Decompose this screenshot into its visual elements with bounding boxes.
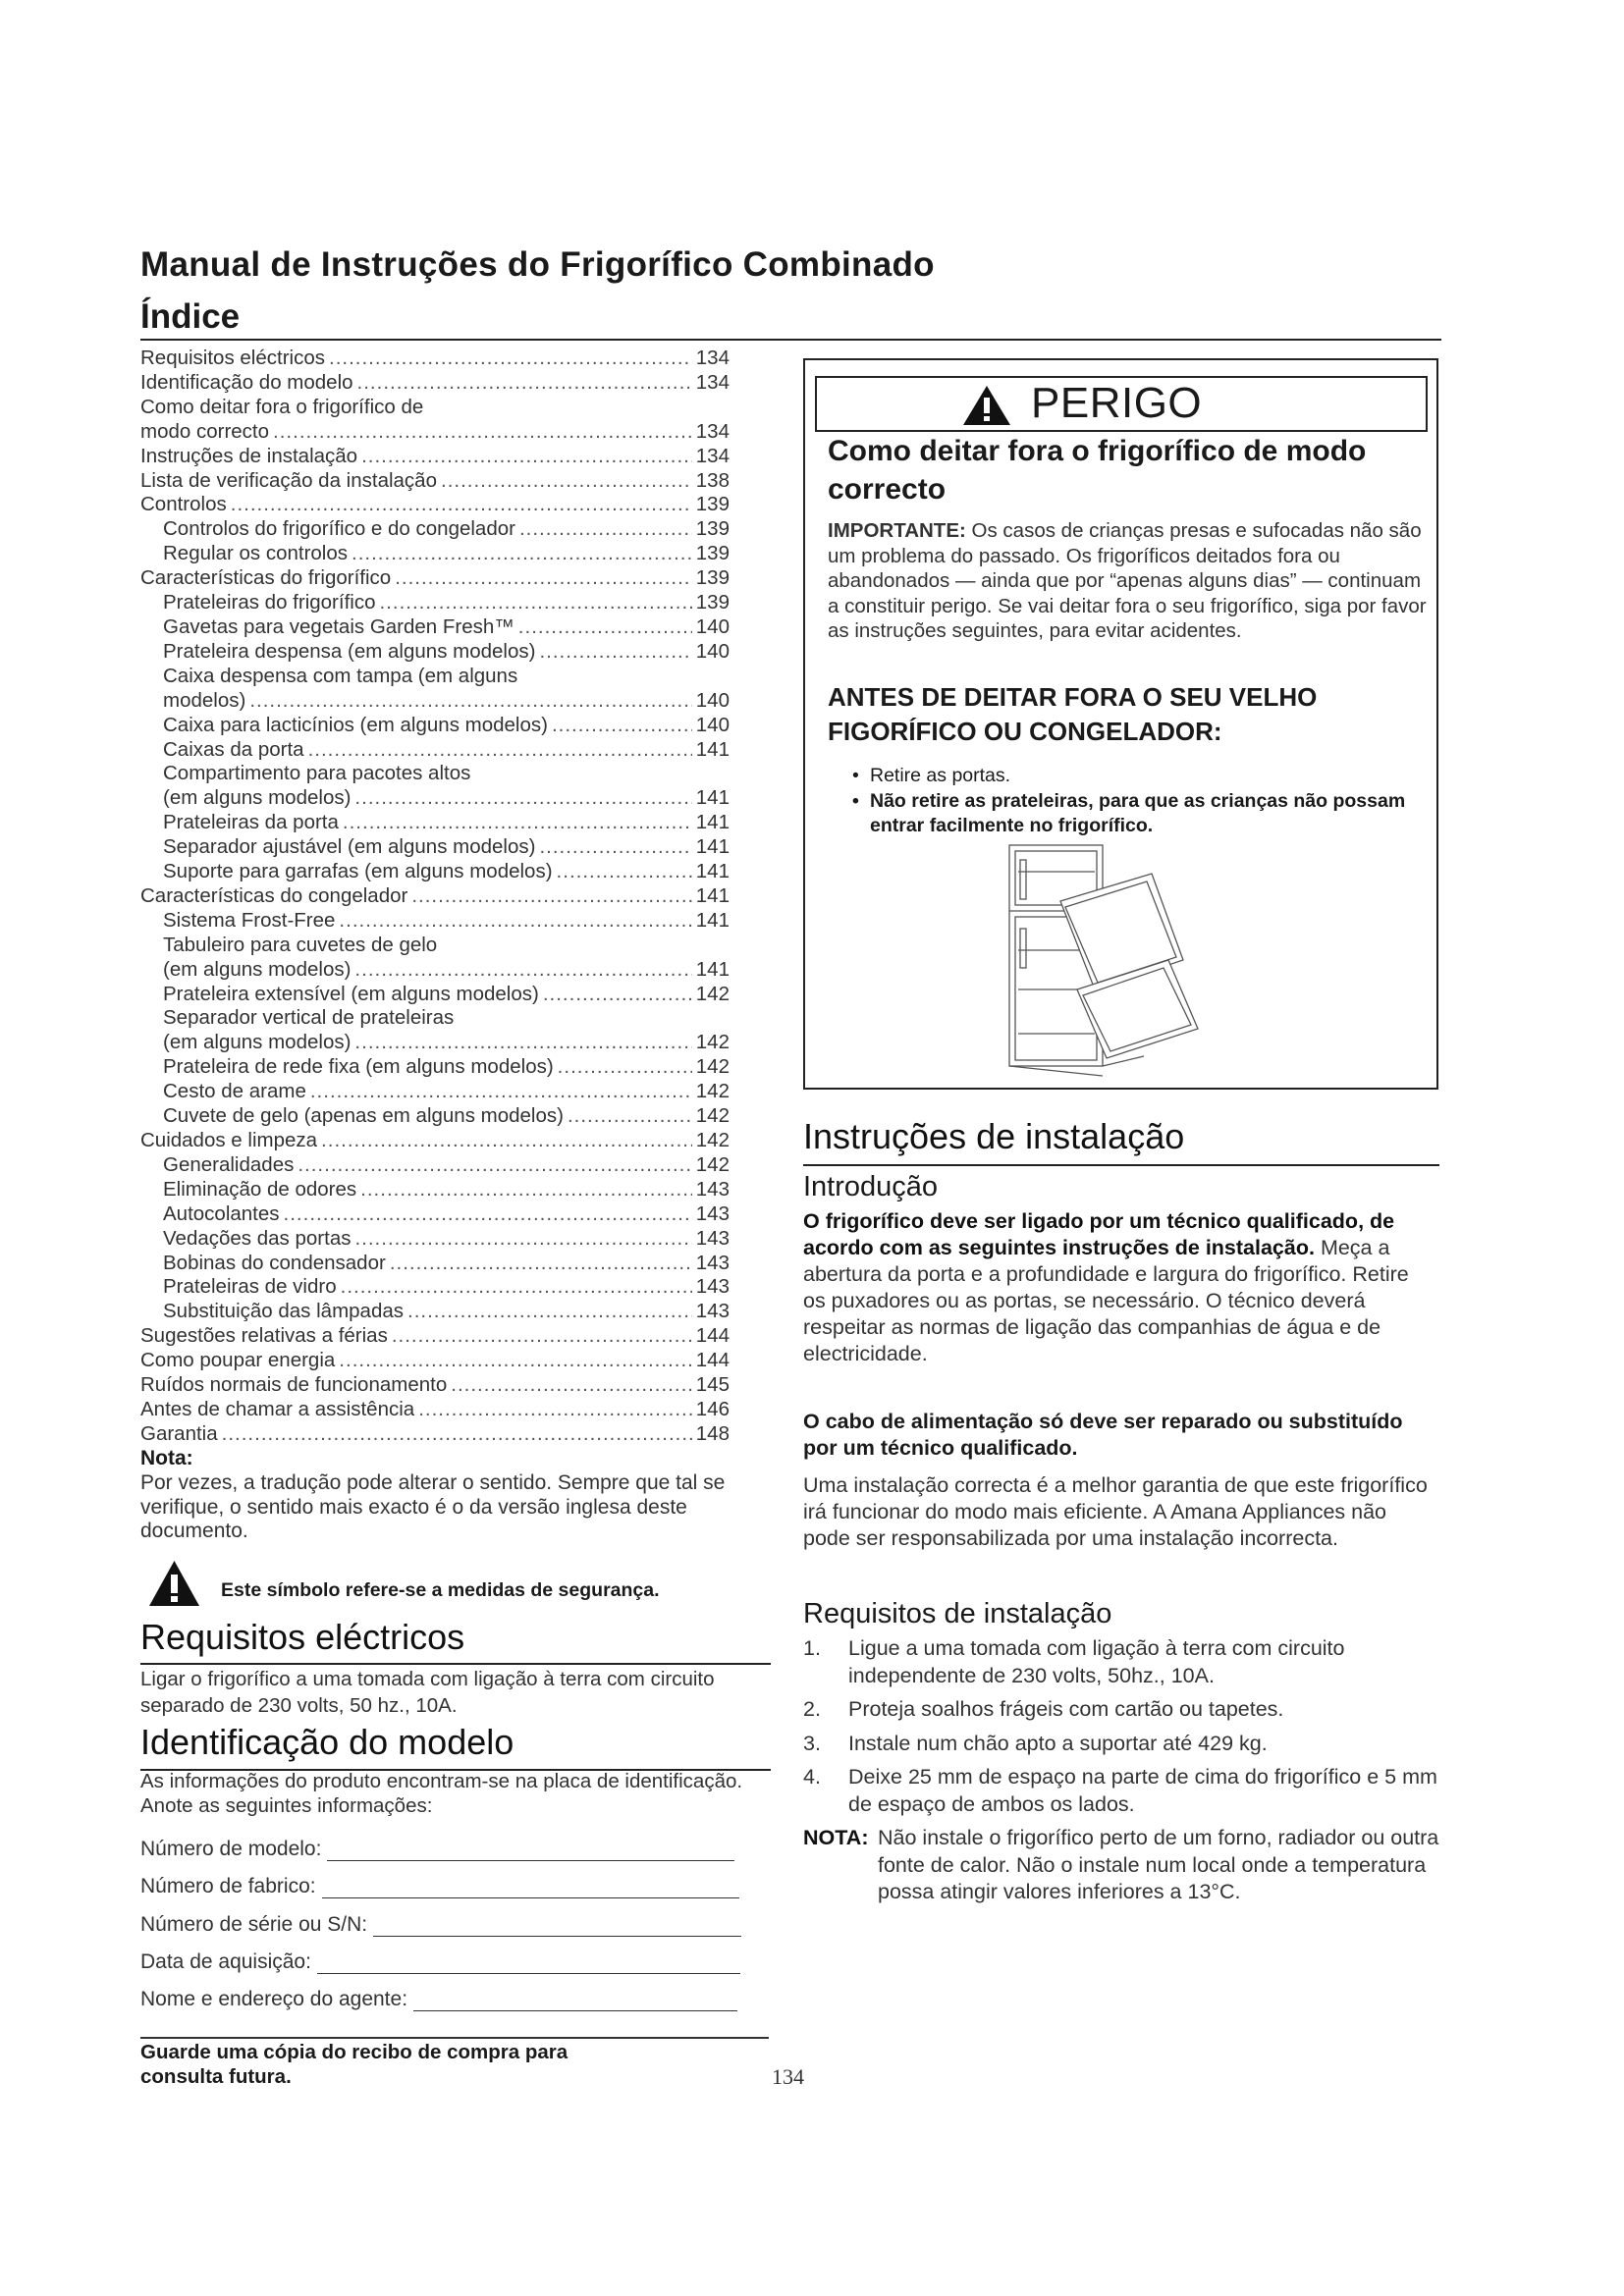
toc-entry-page: 134 — [695, 370, 730, 394]
before-disposal-heading: ANTES DE DEITAR FORA O SEU VELHO FIGORÍFICO OU CONGELADOR: — [828, 682, 1318, 746]
toc-entry-title: Cuvete de gelo (apenas em alguns modelos) — [163, 1104, 564, 1128]
toc-entry-page: 141 — [695, 811, 730, 834]
toc-entry-page: 142 — [695, 1104, 730, 1128]
toc-leader-dots — [407, 1300, 692, 1324]
toc-entry-title: Cuidados e limpeza — [140, 1129, 318, 1151]
toc-entry-title: Controlos do frigorífico e do congelador — [163, 517, 515, 541]
toc-entry-page: 146 — [695, 1397, 730, 1420]
model-number-field[interactable] — [140, 1838, 734, 1861]
toc-entry — [140, 860, 730, 884]
toc-entry-title: Requisitos eléctricos — [140, 347, 325, 369]
toc-leader-dots — [552, 714, 692, 738]
electrical-requirements-title: Requisitos eléctricos — [140, 1617, 465, 1657]
toc-entry-page: 134 — [695, 419, 730, 443]
note-label: Nota: — [140, 1447, 193, 1469]
toc-entry-page: 144 — [695, 1349, 730, 1372]
toc-leader-dots — [568, 1104, 692, 1129]
toc-leader-dots — [339, 1349, 691, 1373]
toc-entry-title: Generalidades — [163, 1152, 295, 1176]
toc-entry-page: 140 — [695, 614, 730, 638]
toc-leader-dots — [354, 1227, 691, 1252]
toc-leader-dots — [395, 566, 692, 591]
note-label: NOTA: — [803, 1826, 869, 1849]
toc-entry-page: 140 — [695, 639, 730, 663]
toc-entry — [140, 591, 730, 615]
toc-entry-page: 139 — [695, 566, 730, 590]
toc-leader-dots — [392, 1324, 692, 1349]
toc-leader-dots — [298, 1153, 691, 1178]
toc-entry — [140, 1080, 730, 1104]
toc-entry-page: 139 — [695, 591, 730, 614]
item-text: Deixe 25 mm de espaço na parte de cima do frigorífico e 5 mm de espaço de ambos os lados. — [848, 1765, 1437, 1816]
toc-leader-dots — [329, 347, 692, 371]
introduction-body: Meça a abertura da porta e a profundidade e largura do frigorífico. Retire os puxadores ou as portas, se necessário. O técnico deverá respeitar as normas de ligação das companhias de água e de electricidade. — [803, 1236, 1409, 1365]
toc-leader-dots — [441, 469, 692, 494]
toc-entry-page: 143 — [695, 1201, 730, 1225]
disposal-bullets — [852, 764, 1432, 839]
toc-entry — [140, 958, 730, 983]
toc-entry-title: Prateleiras da porta — [163, 811, 339, 834]
warning-triangle-icon — [962, 385, 1011, 426]
field-blank-line[interactable] — [317, 1951, 740, 1974]
list-item: • Retire as portas. — [852, 764, 1432, 789]
toc-entry-page: 141 — [695, 835, 730, 859]
toc-entry-title: (em alguns modelos) — [163, 786, 352, 810]
toc-entry-page: 140 — [695, 688, 730, 712]
important-label: IMPORTANTE: — [828, 519, 966, 542]
toc-entry-page: 145 — [695, 1373, 730, 1397]
toc-entry — [140, 1129, 730, 1153]
toc-entry-page: 142 — [695, 982, 730, 1005]
toc-leader-dots — [451, 1373, 692, 1398]
toc-entry-page: 141 — [695, 786, 730, 810]
toc-entry-title: Lista de verificação da instalação — [140, 468, 437, 492]
field-blank-line[interactable] — [322, 1876, 739, 1898]
toc-leader-dots — [390, 1252, 692, 1276]
list-item — [803, 1635, 1439, 1689]
toc-entry-page: 148 — [695, 1421, 730, 1445]
safety-symbol-note: Este símbolo refere-se a medidas de segurança. — [221, 1579, 660, 1601]
toc-entry — [140, 566, 730, 591]
toc-entry — [140, 665, 730, 689]
electrical-requirements-text: Ligar o frigorífico a uma tomada com ligação à terra com circuito separado de 230 volts, 50 hz., 10A. — [140, 1668, 715, 1717]
power-cable-warning: O cabo de alimentação só deve ser reparado ou substituído por um técnico qualificado. — [803, 1410, 1403, 1460]
toc-entry-page: 143 — [695, 1275, 730, 1299]
toc-entry-title: Separador vertical de prateleiras — [163, 1006, 455, 1030]
toc-entry — [140, 689, 730, 714]
toc-entry-title: Gavetas para vegetais Garden Fresh™ — [163, 614, 514, 638]
toc-entry — [140, 1055, 730, 1080]
toc-entry-page: 140 — [695, 713, 730, 736]
toc-entry-page: 139 — [695, 542, 730, 565]
toc-entry-title: Como deitar fora o frigorífico de — [140, 395, 424, 418]
toc-entry — [140, 738, 730, 763]
toc-leader-dots — [357, 371, 692, 396]
toc-entry-title: Regular os controlos — [163, 542, 349, 565]
toc-entry — [140, 517, 730, 542]
toc-entry-title: modelos) — [163, 688, 246, 712]
toc-entry — [140, 1422, 730, 1447]
installation-note — [803, 1825, 1439, 1906]
list-item: • Não retire as prateleiras, para que as crianças não possam entrar facilmente no frigorífico. — [852, 789, 1432, 839]
toc-entry-title: Prateleiras do frigorífico — [163, 591, 376, 614]
toc-entry-page: 134 — [695, 347, 730, 369]
toc-entry-title: Características do frigorífico — [140, 566, 392, 590]
serial-number-field[interactable] — [140, 1913, 741, 1937]
toc-leader-dots — [339, 909, 691, 934]
toc-entry — [140, 1300, 730, 1324]
dealer-field[interactable] — [140, 1988, 737, 2011]
fridge-doors-removed-illustration — [1006, 842, 1222, 1078]
toc-entry-page: 143 — [695, 1226, 730, 1250]
toc-leader-dots — [222, 1422, 692, 1447]
field-label: Número de modelo: — [140, 1838, 322, 1860]
toc-leader-dots — [321, 1129, 692, 1153]
toc-leader-dots — [343, 811, 692, 835]
toc-leader-dots — [418, 1398, 692, 1422]
toc-entry-title: Autocolantes — [163, 1201, 280, 1225]
toc-entry — [140, 640, 730, 665]
toc-entry-page: 134 — [695, 444, 730, 467]
toc-leader-dots — [539, 640, 691, 665]
toc-entry-page: 143 — [695, 1251, 730, 1274]
list-item — [803, 1696, 1439, 1724]
index-rule — [140, 339, 1441, 341]
toc-entry — [140, 835, 730, 860]
toc-entry — [140, 934, 730, 958]
toc-leader-dots — [539, 835, 691, 860]
note-text: Não instale o frigorífico perto de um forno, radiador ou outra fonte de calor. Não o instale num local onde a temperatura possa atingir valores inferiores a 13°C. — [878, 1826, 1439, 1903]
toc-leader-dots — [308, 738, 692, 763]
toc-entry-title: Eliminação de odores — [163, 1177, 357, 1201]
blank-line — [140, 2037, 769, 2039]
toc-entry-title: Instruções de instalação — [140, 444, 358, 467]
purchase-date-field[interactable] — [140, 1950, 740, 1974]
toc-entry — [140, 1349, 730, 1373]
toc-entry-title: modo correcto — [140, 419, 270, 443]
field-label: Nome e endereço do agente: — [140, 1988, 408, 2010]
toc-entry — [140, 1031, 730, 1055]
item-number: 3. — [803, 1731, 821, 1755]
toc-entry — [140, 811, 730, 835]
toc-entry-title: Substituição das lâmpadas — [163, 1300, 405, 1323]
toc-entry — [140, 445, 730, 469]
toc-leader-dots — [361, 445, 692, 469]
toc-entry — [140, 983, 730, 1007]
toc-leader-dots — [543, 983, 692, 1007]
toc-leader-dots — [354, 958, 691, 983]
item-text: Proteja soalhos frágeis com cartão ou tapetes. — [848, 1697, 1284, 1721]
toc-entry-title: Prateleira de rede fixa (em alguns modelos) — [163, 1055, 554, 1079]
toc-entry-page: 139 — [695, 517, 730, 541]
manufacture-number-field[interactable] — [140, 1875, 739, 1898]
toc-entry — [140, 1275, 730, 1300]
toc-entry-title: Prateleiras de vidro — [163, 1275, 337, 1299]
toc-leader-dots — [379, 591, 691, 615]
toc-leader-dots — [557, 860, 692, 884]
danger-heading: Como deitar fora o frigorífico de modo correcto — [828, 435, 1367, 506]
toc-entry-title: Sugestões relativas a férias — [140, 1324, 388, 1348]
toc-leader-dots — [352, 542, 692, 566]
toc-entry-page: 138 — [695, 468, 730, 492]
toc-entry-page: 143 — [695, 1300, 730, 1323]
item-text: Ligue a uma tomada com ligação à terra com circuito independente de 230 volts, 50hz., 10A. — [848, 1636, 1345, 1687]
item-text: Instale num chão apto a suportar até 429 kg. — [848, 1731, 1268, 1755]
toc-entry — [140, 396, 730, 420]
toc-entry — [140, 1252, 730, 1276]
toc-entry-title: (em alguns modelos) — [163, 957, 352, 981]
toc-entry — [140, 909, 730, 934]
toc-entry-title: Suporte para garrafas (em alguns modelos) — [163, 860, 553, 883]
toc-leader-dots — [231, 493, 692, 517]
toc-entry-title: Como poupar energia — [140, 1349, 336, 1372]
installation-title: Instruções de instalação — [803, 1116, 1185, 1156]
toc-entry — [140, 884, 730, 909]
toc-entry-title: Antes de chamar a assistência — [140, 1397, 415, 1420]
toc-entry — [140, 1398, 730, 1422]
toc-leader-dots — [519, 517, 692, 542]
toc-entry — [140, 542, 730, 566]
toc-entry-title: Características do congelador — [140, 883, 408, 907]
section-rule — [803, 1164, 1439, 1166]
installation-requirements-title: Requisitos de instalação — [803, 1598, 1112, 1629]
toc-entry — [140, 493, 730, 517]
introduction-title: Introdução — [803, 1171, 939, 1202]
toc-entry — [140, 786, 730, 811]
toc-entry-page: 142 — [695, 1055, 730, 1079]
toc-entry-title: Sistema Frost-Free — [163, 908, 336, 932]
toc-entry — [140, 1006, 730, 1031]
toc-leader-dots — [558, 1055, 692, 1080]
toc-entry — [140, 469, 730, 494]
list-item — [803, 1764, 1439, 1818]
toc-leader-dots — [273, 420, 692, 445]
toc-entry-title: Identificação do modelo — [140, 370, 353, 394]
index-title: Índice — [140, 297, 241, 336]
table-of-contents — [140, 347, 730, 1447]
introduction-bold: O frigorífico deve ser ligado por um técnico qualificado, de acordo com as seguintes instruções de instalação. — [803, 1209, 1395, 1259]
keep-receipt-note: Guarde uma cópia do recibo de compra para consulta futura. — [140, 2041, 568, 2088]
toc-entry-title: Caixas da porta — [163, 737, 304, 761]
toc-entry-title: Separador ajustável (em alguns modelos) — [163, 835, 536, 859]
note-text: Por vezes, a tradução pode alterar o sentido. Sempre que tal se verifique, o sentido mais exacto é o da versão inglesa deste documento. — [140, 1471, 726, 1542]
list-item — [803, 1731, 1439, 1758]
toc-entry — [140, 1178, 730, 1202]
item-number: 2. — [803, 1697, 821, 1721]
warning-triangle-icon — [147, 1559, 201, 1608]
toc-entry-title: Caixa despensa com tampa (em alguns — [163, 664, 518, 687]
toc-entry-title: Bobinas do condensador — [163, 1251, 386, 1274]
field-blank-line[interactable] — [373, 1914, 741, 1937]
toc-entry — [140, 347, 730, 371]
toc-entry-page: 143 — [695, 1177, 730, 1201]
field-label: Número de fabrico: — [140, 1875, 316, 1897]
toc-entry-title: Ruídos normais de funcionamento — [140, 1373, 448, 1397]
document-title: Manual de Instruções do Frigorífico Combinado — [140, 245, 935, 284]
toc-entry-title: Garantia — [140, 1421, 218, 1445]
toc-entry-title: Prateleira extensível (em alguns modelos) — [163, 982, 539, 1005]
important-body: Os casos de crianças presas e sufocadas não são um problema do passado. Os frigoríficos deitados fora ou abandonados — ainda que por “apenas alguns dias” — continuam a constituir perigo. Se vai deitar fora o seu frigorífico, siga por favor as instruções seguintes, para evitar acidentes. — [828, 519, 1427, 643]
toc-entry-page: 142 — [695, 1152, 730, 1176]
toc-leader-dots — [284, 1202, 692, 1227]
toc-entry-page: 141 — [695, 737, 730, 761]
toc-entry — [140, 1324, 730, 1349]
toc-entry — [140, 420, 730, 445]
danger-important-text — [828, 518, 1427, 644]
toc-entry-page: 139 — [695, 493, 730, 516]
toc-entry-title: Cesto de arame — [163, 1080, 306, 1103]
field-blank-line[interactable] — [327, 1839, 734, 1861]
field-label: Data de aquisição: — [140, 1950, 311, 1973]
correct-installation-text: Uma instalação correcta é a melhor garantia de que este frigorífico irá funcionar do modo mais eficiente. A Amana Appliances não pode ser responsabilizada por uma instalação incorrecta. — [803, 1473, 1428, 1550]
toc-entry — [140, 1153, 730, 1178]
toc-entry-title: Prateleira despensa (em alguns modelos) — [163, 639, 536, 663]
toc-entry-page: 142 — [695, 1129, 730, 1151]
toc-entry — [140, 714, 730, 738]
section-rule — [140, 1663, 771, 1665]
toc-entry — [140, 1104, 730, 1129]
toc-entry — [140, 1373, 730, 1398]
item-number: 4. — [803, 1765, 821, 1789]
field-label: Número de série ou S/N: — [140, 1913, 368, 1936]
toc-leader-dots — [310, 1080, 692, 1104]
toc-leader-dots — [411, 884, 691, 909]
toc-entry — [140, 371, 730, 396]
model-identification-text: As informações do produto encontram-se na placa de identificação. Anote as seguintes informações: — [140, 1770, 743, 1817]
danger-label: PERIGO — [1031, 379, 1203, 427]
toc-leader-dots — [341, 1275, 692, 1300]
toc-entry-page: 141 — [695, 908, 730, 932]
toc-entry-page: 144 — [695, 1324, 730, 1348]
field-blank-line[interactable] — [413, 1989, 737, 2011]
toc-entry-title: Tabuleiro para cuvetes de gelo — [163, 933, 438, 956]
toc-leader-dots — [249, 689, 691, 714]
toc-entry-title: (em alguns modelos) — [163, 1031, 352, 1054]
toc-entry-title: Compartimento para pacotes altos — [163, 762, 471, 785]
introduction-text — [803, 1208, 1432, 1367]
page-number: 134 — [772, 2064, 804, 2089]
toc-leader-dots — [354, 786, 691, 811]
item-number: 1. — [803, 1636, 821, 1660]
toc-entry-page: 141 — [695, 860, 730, 883]
toc-leader-dots — [518, 615, 692, 640]
toc-entry — [140, 1202, 730, 1227]
model-identification-title: Identificação do modelo — [140, 1722, 514, 1762]
toc-leader-dots — [360, 1178, 692, 1202]
toc-entry-page: 142 — [695, 1080, 730, 1103]
toc-entry — [140, 762, 730, 786]
toc-entry-page: 141 — [695, 957, 730, 981]
toc-entry-title: Vedações das portas — [163, 1226, 352, 1250]
installation-requirements-list — [803, 1635, 1439, 1906]
toc-entry-title: Caixa para lacticínios (em alguns modelos) — [163, 713, 548, 736]
toc-entry-title: Controlos — [140, 493, 227, 516]
toc-leader-dots — [354, 1031, 691, 1055]
toc-entry — [140, 1227, 730, 1252]
toc-entry-page: 141 — [695, 883, 730, 907]
toc-entry-page: 142 — [695, 1031, 730, 1054]
toc-entry — [140, 615, 730, 640]
